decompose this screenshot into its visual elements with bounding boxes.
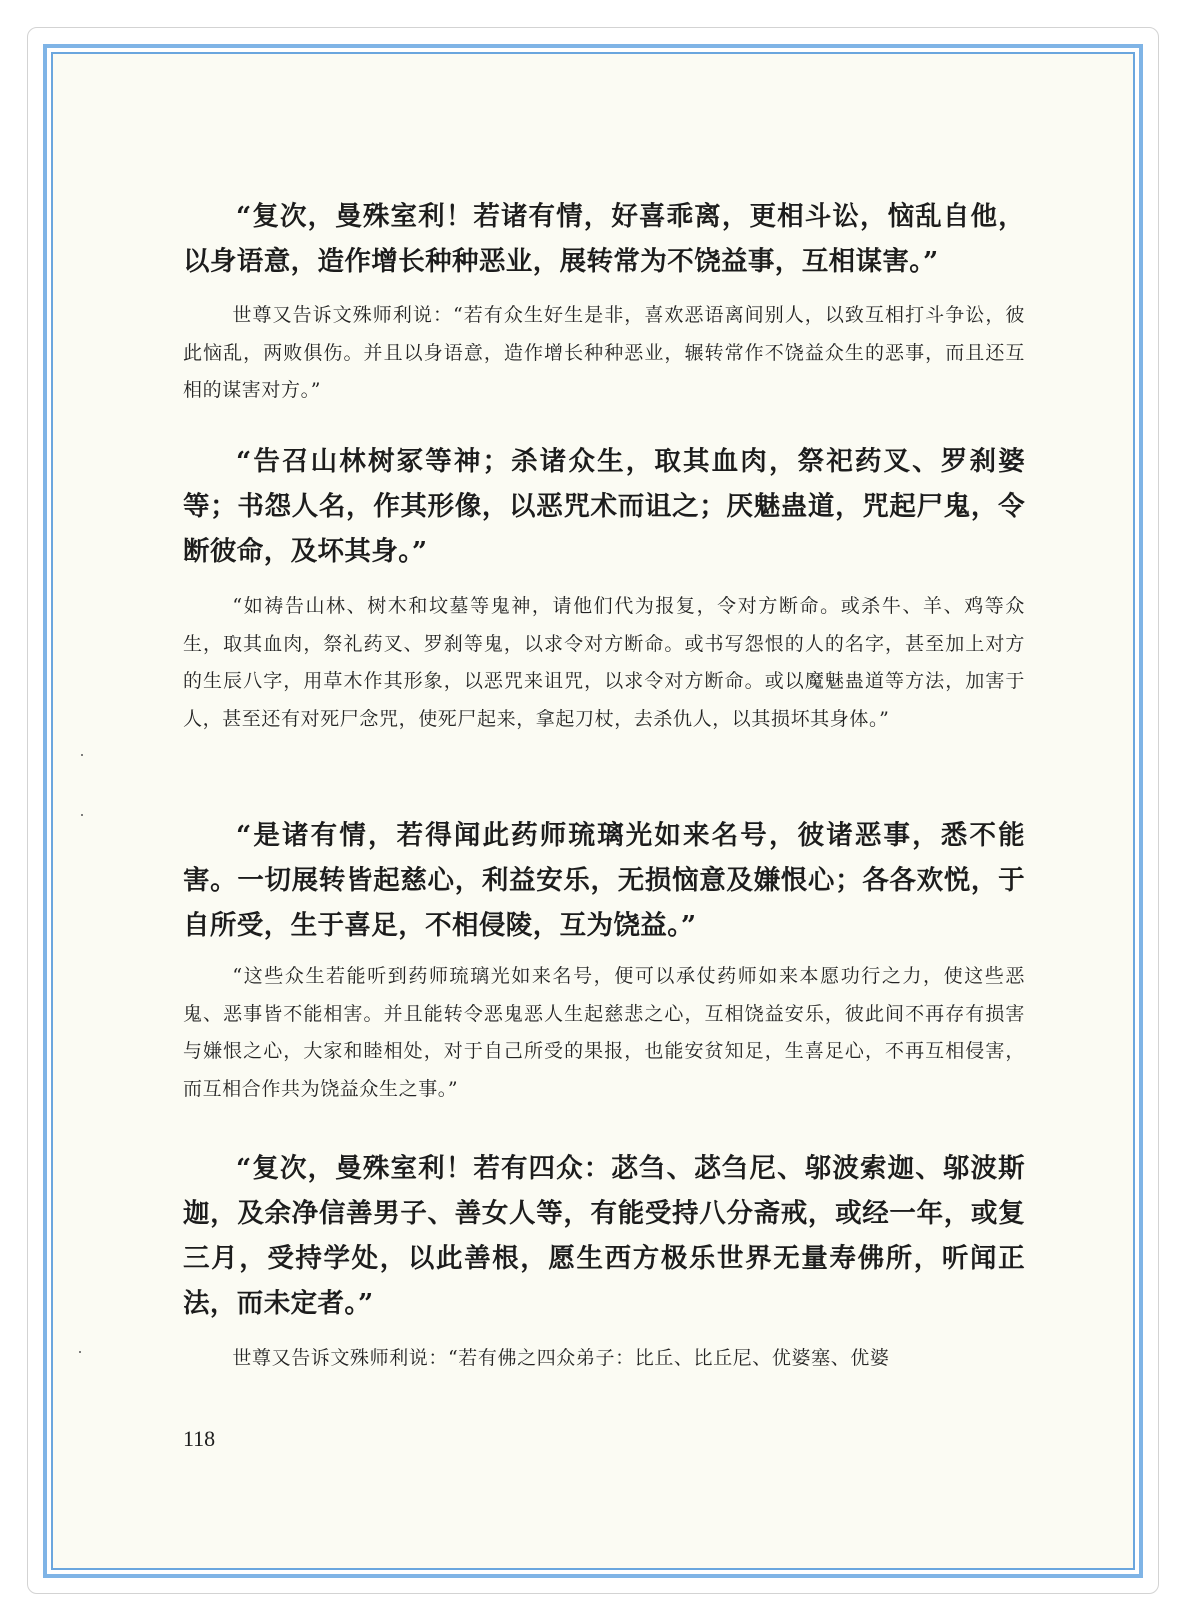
sutra-paragraph-3: “是诸有情，若得闻此药师琉璃光如来名号，彼诸恶事，悉不能害。一切展转皆起慈心，利益安乐，无损恼意及嫌恨心；各各欢悦，于自所受，生于喜足，不相侵陵，互为饶益。” [183,820,1025,941]
section-2 [183,439,1025,574]
section-1-explanation [183,297,1025,410]
sutra-paragraph-4: “复次，曼殊室利！若有四众：苾刍、苾刍尼、邬波索迦、邬波斯迦，及余净信善男子、善女人等，有能受持八分斋戒，或经一年，或复三月，受持学处，以此善根，愿生西方极乐世界无量寿佛所，听闻正法，而未定者。” [183,1153,1025,1319]
section-1 [183,194,1025,284]
section-4 [183,1146,1025,1326]
scan-speck [79,1351,81,1353]
sutra-paragraph-1: “复次，曼殊室利！若诸有情，好喜乖离，更相斗讼，恼乱自他，以身语意，造作增长种种恶业，展转常为不饶益事，互相谋害。” [183,201,1025,277]
explanation-paragraph-4: 世尊又告诉文殊师利说：“若有佛之四众弟子：比丘、比丘尼、优婆塞、优婆 [232,1347,890,1369]
section-3 [183,813,1025,948]
explanation-paragraph-1: 世尊又告诉文殊师利说：“若有众生好生是非，喜欢恶语离间别人，以致互相打斗争讼，彼此恼乱，两败俱伤。并且以身语意，造作增长种种恶业，辗转常作不饶益众生的恶事，而且还互相的谋害对方。” [183,304,1025,401]
sutra-paragraph-2: “告召山林树冢等神；杀诸众生，取其血肉，祭祀药叉、罗刹婆等；书怨人名，作其形像，以恶咒术而诅之；厌魅蛊道，咒起尸鬼，令断彼命，及坏其身。” [183,446,1025,567]
section-2-explanation [183,588,1025,738]
scan-speck [81,754,83,756]
explanation-paragraph-3: “这些众生若能听到药师琉璃光如来名号，便可以承仗药师如来本愿功行之力，使这些恶鬼、恶事皆不能相害。并且能转令恶鬼恶人生起慈悲之心，互相饶益安乐，彼此间不再存有损害与嫌恨之心，大家和睦相处，对于自己所受的果报，也能安贫知足，生喜足心，不再互相侵害，而互相合作共为饶益众生之事。” [183,965,1025,1100]
page-frame [43,44,1143,1578]
section-3-explanation [183,958,1025,1108]
section-4-explanation [183,1340,1025,1378]
page-number: 118 [183,1426,216,1451]
explanation-paragraph-2: “如祷告山林、树木和坟墓等鬼神，请他们代为报复，令对方断命。或杀牛、羊、鸡等众生，取其血肉，祭礼药叉、罗刹等鬼，以求令对方断命。或书写怨恨的人的名字，甚至加上对方的生辰八字，用草木作其形象，以恶咒来诅咒，以求令对方断命。或以魔魅蛊道等方法，加害于人，甚至还有对死尸念咒，使死尸起来，拿起刀杖，去杀仇人，以其损坏其身体。” [183,595,1025,730]
scan-speck [81,814,83,816]
book-page [51,52,1135,1570]
